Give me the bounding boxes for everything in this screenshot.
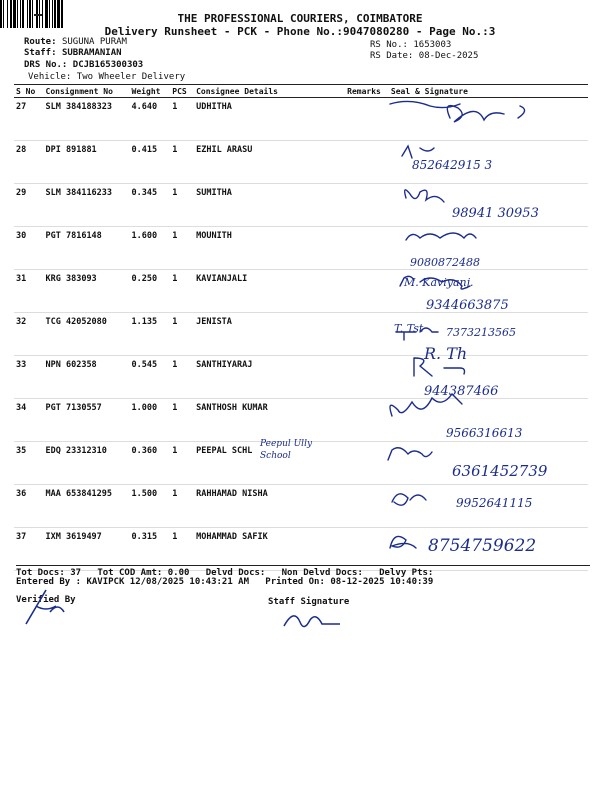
printed-on-label: Printed On: [265, 577, 325, 587]
cell-consignment: PGT 7130557 [44, 399, 130, 442]
cell-sno: 33 [14, 356, 44, 399]
vehicle-line [28, 72, 185, 82]
cell-consignee: KAVIANJALI [194, 270, 345, 313]
rs-no-value: 1653003 [413, 40, 452, 50]
phone-row30: 9080872488 [410, 256, 480, 269]
cell-consignment: PGT 7816148 [44, 227, 130, 270]
note-row35: Peepul Ully School [260, 439, 313, 461]
route-label: Route: [24, 37, 57, 47]
cell-pcs: 1 [170, 184, 194, 227]
drs-line [24, 60, 143, 70]
staff-signature-image [280, 608, 340, 634]
cell-weight: 1.500 [130, 485, 171, 528]
route-line [24, 37, 127, 47]
cell-consignment: SLM 384116233 [44, 184, 130, 227]
delvd-label: Delvd Docs: [205, 568, 266, 578]
tot-cod-value: 0.00 [167, 568, 190, 578]
cell-pcs: 1 [170, 356, 194, 399]
cell-pcs: 1 [170, 313, 194, 356]
non-delvd-label: Non Delvd Docs: [281, 568, 363, 578]
company-name: THE PROFESSIONAL COURIERS, COIMBATORE [177, 12, 423, 25]
col-consignment: Consignment No [44, 85, 130, 98]
cell-consignment: IXM 3619497 [44, 528, 130, 571]
col-signature: Seal & Signature [389, 85, 588, 98]
entered-by-label: Entered By : [16, 577, 82, 587]
phone-row31: 9344663875 [426, 298, 509, 313]
cell-weight: 1.600 [130, 227, 171, 270]
cell-weight: 0.345 [130, 184, 171, 227]
tot-docs-value: 37 [70, 568, 82, 578]
col-pcs: PCS [170, 85, 194, 98]
cell-pcs: 1 [170, 399, 194, 442]
cell-pcs: 1 [170, 98, 194, 141]
cell-sno: 28 [14, 141, 44, 184]
phone-row36b: 9952641115 [456, 496, 533, 510]
route-value: SUGUNA PURAM [61, 37, 127, 47]
vehicle-value: Two Wheeler Delivery [76, 72, 186, 82]
cell-consignee: JENISTA [194, 313, 345, 356]
entered-by-value: KAVIPCK 12/08/2025 10:43:21 AM [86, 577, 250, 587]
cell-sno: 35 [14, 442, 44, 485]
drs-label: DRS No.: [24, 60, 68, 70]
col-sno: S No [14, 85, 44, 98]
cell-consignment: SLM 384188323 [44, 98, 130, 141]
cell-sno: 27 [14, 98, 44, 141]
col-weight: Weight [130, 85, 171, 98]
cell-sno: 30 [14, 227, 44, 270]
name-row33: R. Th [424, 344, 468, 363]
rs-no-line [370, 40, 451, 50]
cell-weight: 4.640 [130, 98, 171, 141]
name-row32: T. Tst [394, 322, 424, 335]
cell-pcs: 1 [170, 270, 194, 313]
cell-weight: 0.545 [130, 356, 171, 399]
cell-weight: 0.415 [130, 141, 171, 184]
cell-pcs: 1 [170, 442, 194, 485]
rs-date-value: 08-Dec-2025 [418, 51, 479, 61]
phone-row36a: 6361452739 [452, 462, 548, 480]
cell-weight: 0.360 [130, 442, 171, 485]
rs-date-label: RS Date: [370, 51, 414, 61]
cell-weight: 1.135 [130, 313, 171, 356]
cell-pcs: 1 [170, 227, 194, 270]
vehicle-label: Vehicle: [28, 72, 72, 82]
phone-row35: 9566316613 [446, 426, 523, 440]
cell-consignment: MAA 653841295 [44, 485, 130, 528]
cell-sno: 31 [14, 270, 44, 313]
cell-consignee: MOUNITH [194, 227, 345, 270]
drs-value: DCJB165300303 [72, 60, 144, 70]
cell-consignee: PEEPAL SCHL [194, 442, 345, 485]
cell-sno: 37 [14, 528, 44, 571]
name-row31: M. Kaviyanj. [404, 276, 474, 289]
cell-sno: 36 [14, 485, 44, 528]
cell-weight: 1.000 [130, 399, 171, 442]
phone-row32: 7373213565 [446, 326, 516, 339]
cell-consignee: SANTHIYARAJ [194, 356, 345, 399]
cell-consignment: TCG 42052080 [44, 313, 130, 356]
cell-weight: 0.250 [130, 270, 171, 313]
cell-weight: 0.315 [130, 528, 171, 571]
cell-consignment: KRG 383093 [44, 270, 130, 313]
cell-pcs: 1 [170, 528, 194, 571]
cell-sno: 34 [14, 399, 44, 442]
staff-label: Staff: [24, 48, 57, 58]
cell-consignment: EDQ 23312310 [44, 442, 130, 485]
tot-docs-label: Tot Docs: [16, 568, 65, 578]
phone-row29: 98941 30953 [452, 206, 539, 221]
verifier-signature-image [20, 584, 80, 628]
cell-consignee: SUMITHA [194, 184, 345, 227]
cell-pcs: 1 [170, 141, 194, 184]
staff-line [24, 48, 122, 58]
cell-consignee: RAHHAMAD NISHA [194, 485, 345, 528]
cell-consignee: SANTHOSH KUMAR [194, 399, 345, 442]
verified-by: Verified By [16, 595, 76, 605]
cell-consignee: MOHAMMAD SAFIK [194, 528, 345, 571]
cell-consignment: DPI 891881 [44, 141, 130, 184]
phone-row34: 944387466 [424, 384, 499, 399]
cell-consignee: EZHIL ARASU [194, 141, 345, 184]
cell-sno: 29 [14, 184, 44, 227]
col-remarks: Remarks [345, 85, 389, 98]
staff-signature-label: Staff Signature [268, 597, 350, 607]
delvy-pts-label: Delvy Pts: [379, 568, 434, 578]
rs-date-line [370, 51, 478, 61]
phone-row37: 8754759622 [428, 536, 537, 556]
staff-value: SUBRAMANIAN [61, 48, 122, 58]
rs-no-label: RS No.: [370, 40, 408, 50]
runsheet-title: Delivery Runsheet - PCK - Phone No.:9047080280 - Page No.:3 [104, 25, 496, 38]
tot-cod-label: Tot COD Amt: [97, 568, 163, 578]
cell-sno: 32 [14, 313, 44, 356]
phone-row28: 852642915 3 [412, 158, 493, 172]
cell-pcs: 1 [170, 485, 194, 528]
cell-consignment: NPN 602358 [44, 356, 130, 399]
printed-on-value: 08-12-2025 10:40:39 [330, 577, 434, 587]
cell-consignee: UDHITHA [194, 98, 345, 141]
col-consignee: Consignee Details [194, 85, 345, 98]
